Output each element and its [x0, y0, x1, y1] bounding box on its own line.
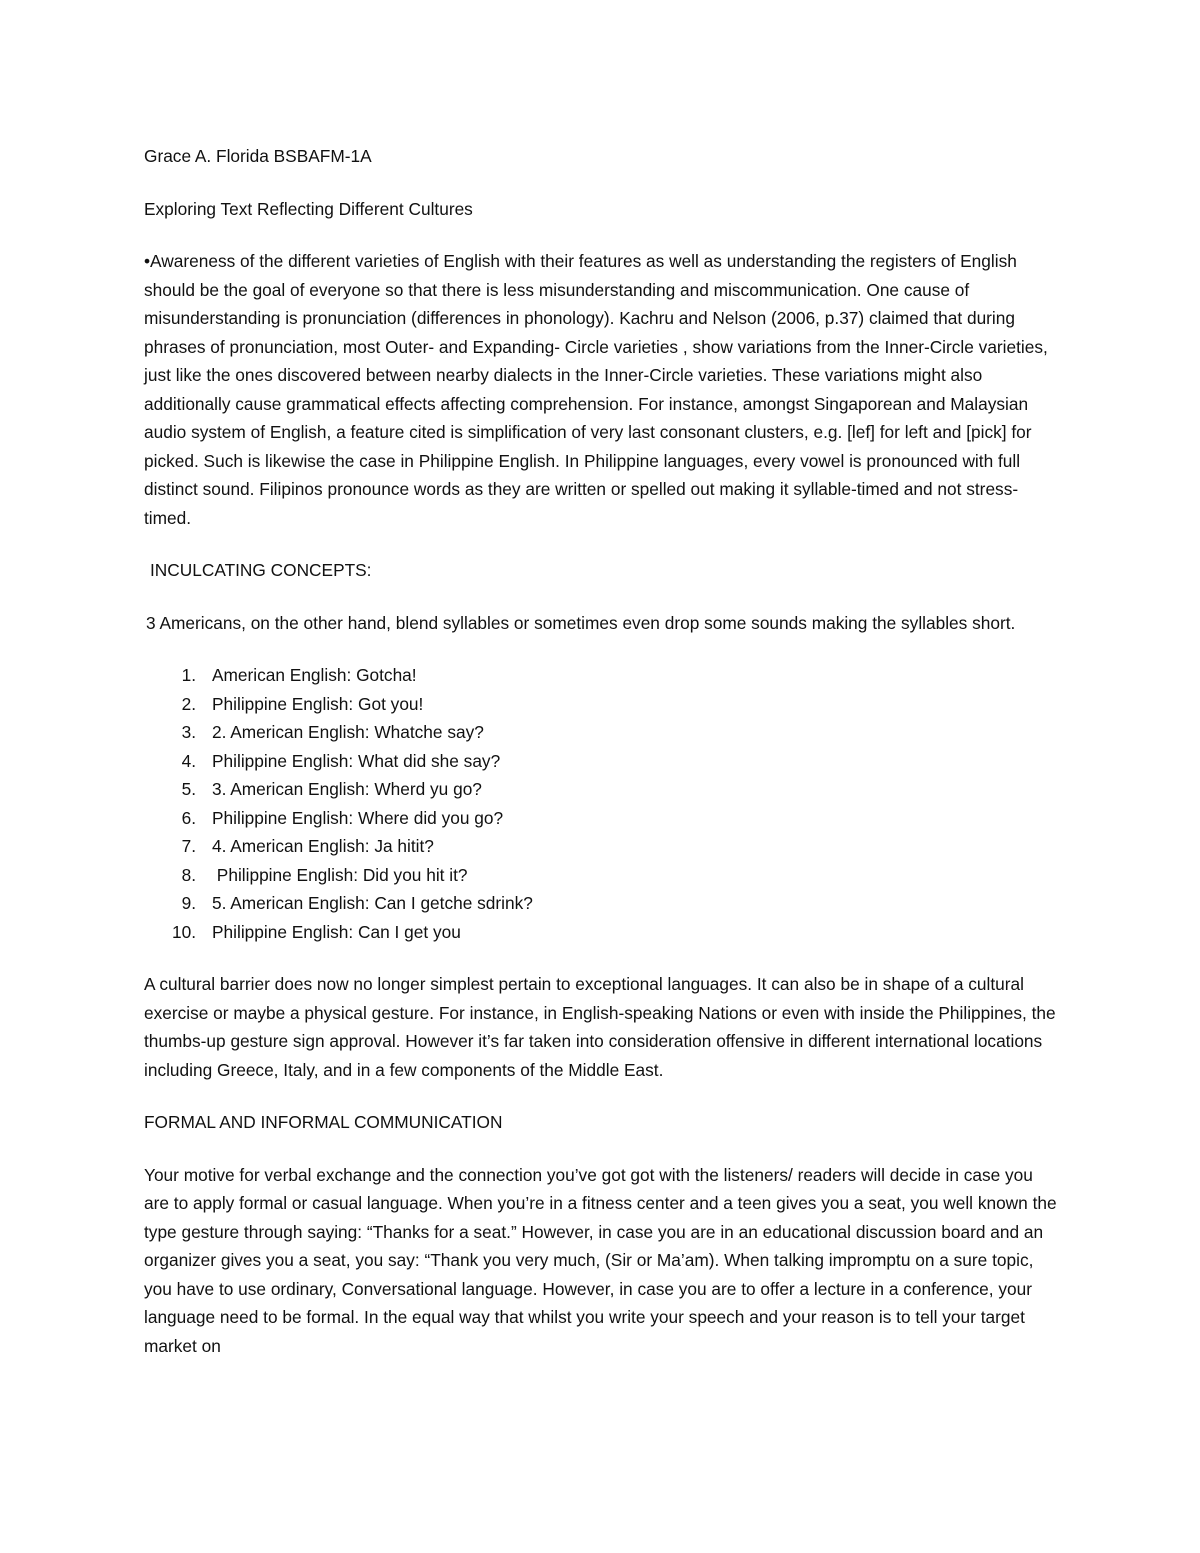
list-number: 5. [181, 779, 196, 799]
intro-paragraph: •Awareness of the different varieties of English with their features as well as understanding the registers of English should be the goal of everyone so that there is less misunderstanding and miscommunication. One cause of misunderstanding is pronunciation (differences in phonology). Kachru and Nelson (2006, p.37) claimed that during phrases of pronunciation, most Outer- and Expanding- Circle varieties , show variations from the Inner-Circle varieties, just like the ones discovered between nearby dialects in the Inner-Circle varieties. These variations might also additionally cause grammatical effects affecting comprehension. For instance, amongst Singaporean and Malaysian audio system of English, a feature cited is simplification of very last consonant clusters, e.g. [lef] for left and [pick] for picked. Such is likewise the case in Philippine English. In Philippine languages, every vowel is pronounced with full distinct sound. Filipinos pronounce words as they are written or spelled out making it syllable-timed and not stress-timed. [144, 251, 1048, 528]
list-text: 5. American English: Can I getche sdrink? [212, 893, 533, 913]
list-item [144, 690, 1059, 719]
list-item [144, 861, 1059, 890]
list-item [144, 804, 1059, 833]
list-text: 3. American English: Wherd yu go? [212, 779, 482, 799]
list-item [144, 718, 1059, 747]
communication-paragraph: Your motive for verbal exchange and the connection you’ve got got with the listeners/ readers will decide in case you are to apply formal or casual language. When you’re in a fitness center and a teen gives you a seat, you well known the type gesture through saying: “Thanks for a seat.” However, in case you are in an educational discussion board and an organizer gives you a seat, you say: “Thank you very much, (Sir or Ma’am). When talking impromptu on a sure topic, you have to use ordinary, Conversational language. However, in case you are to offer a lecture in a conference, your language need to be formal. In the equal way that whilst you write your speech and your reason is to tell your target market on [144, 1164, 1057, 1356]
examples-list [144, 661, 1059, 946]
list-number: 8. [181, 864, 196, 885]
list-item [144, 889, 1059, 918]
barrier-paragraph: A cultural barrier does now no longer simplest pertain to exceptional languages. It can also be in shape of a cultural exercise or maybe a physical gesture. For instance, in English-speaking Nations or even with inside the Philippines, the thumbs-up gesture sign approval. However it’s far taken into consideration offensive in different international locations including Greece, Italy, and in a few components of the Middle East. [144, 974, 1056, 1080]
list-number: 6. [181, 807, 196, 828]
list-text: 4. American English: Ja hitit? [212, 836, 434, 856]
list-text: Philippine English: Got you! [212, 693, 424, 714]
list-item [144, 832, 1059, 861]
list-text: American English: Gotcha! [212, 665, 417, 685]
concepts-heading: INCULCATING CONCEPTS: [150, 560, 372, 580]
list-text: Philippine English: Did you hit it? [212, 864, 468, 885]
list-text: Philippine English: What did she say? [212, 750, 501, 771]
list-number: 10. [171, 921, 196, 942]
list-item [144, 747, 1059, 776]
communication-heading: FORMAL AND INFORMAL COMMUNICATION [144, 1112, 503, 1132]
author-line: Grace A. Florida BSBAFM-1A [144, 146, 372, 166]
list-number: 2. [181, 693, 196, 714]
list-item [144, 775, 1059, 804]
list-number: 9. [181, 893, 196, 913]
document-body [144, 142, 1059, 1360]
document-title: Exploring Text Reflecting Different Cultures [144, 198, 473, 219]
list-text: 2. American English: Whatche say? [212, 722, 484, 742]
list-text: Philippine English: Can I get you [212, 921, 461, 942]
list-number: 7. [181, 836, 196, 856]
list-number: 1. [181, 665, 196, 685]
list-item [144, 661, 1059, 690]
concepts-intro: 3 Americans, on the other hand, blend syllables or sometimes even drop some sounds making the syllables short. [146, 612, 1016, 633]
list-item [144, 918, 1059, 947]
list-text: Philippine English: Where did you go? [212, 807, 504, 828]
list-number: 3. [181, 722, 196, 742]
list-number: 4. [181, 750, 196, 771]
